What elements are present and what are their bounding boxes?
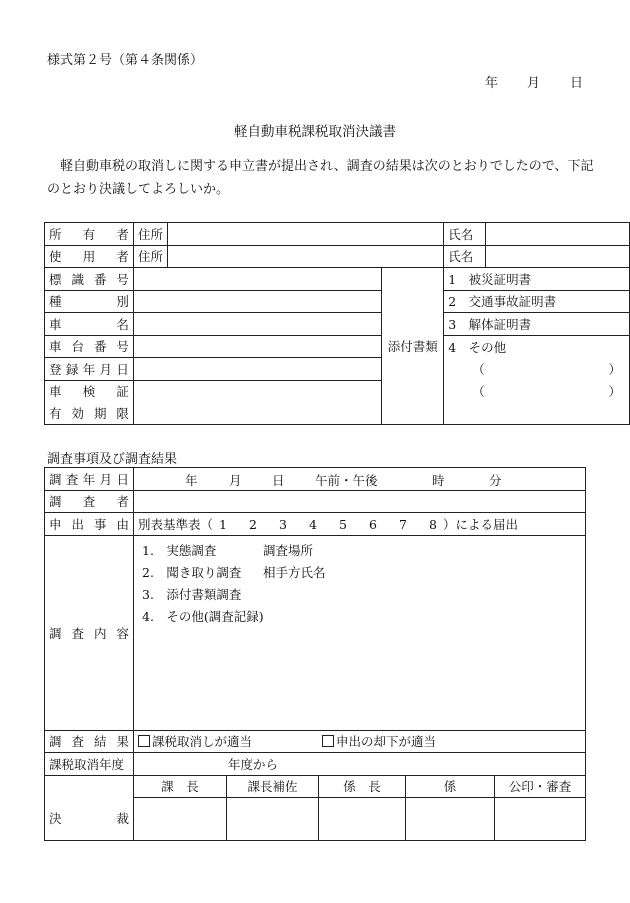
attachment-item-1: 1 被災証明書: [444, 268, 630, 291]
stamp-box-staff[interactable]: [406, 798, 495, 841]
attachment-label: 添付書類: [382, 268, 444, 425]
other-paren-1[interactable]: （ ）: [444, 358, 630, 381]
reason-number-3[interactable]: 3: [279, 516, 287, 532]
date-year-label: 年: [485, 76, 499, 91]
attachment-item-2: 2 交通事故証明書: [444, 290, 630, 313]
plate-number-label: 標 識 番 号: [45, 268, 134, 291]
user-address-label: 住所: [133, 245, 167, 268]
checkbox-icon[interactable]: [138, 735, 150, 747]
survey-day-unit: 日: [272, 472, 285, 488]
reason-number-8[interactable]: 8: [429, 516, 437, 532]
content-item-2: 2. 聞き取り調査: [142, 564, 242, 580]
survey-ampm: 午前・午後: [315, 472, 378, 488]
content-item-4: 4. その他(調査記録): [142, 608, 264, 624]
user-address-field[interactable]: [167, 245, 443, 268]
survey-month-unit: 月: [229, 472, 242, 488]
content-field[interactable]: [134, 535, 586, 730]
content-label: 調 査 内 容: [45, 535, 134, 730]
date-month-label: 月: [527, 76, 541, 91]
stamp-box-subsection-chief[interactable]: [319, 798, 406, 841]
survey-minute-unit: 分: [489, 472, 502, 488]
content-item-1-place: 調査場所: [263, 542, 314, 558]
attachment-item-3: 3 解体証明書: [444, 313, 630, 336]
type-field[interactable]: [133, 290, 381, 313]
survey-date-label: 調 査 年 月 日: [45, 468, 134, 491]
chassis-number-field[interactable]: [133, 335, 381, 358]
approver-seal-review: 公印・審査: [495, 775, 586, 798]
owner-label: 所 有 者: [45, 223, 134, 246]
inspection-label-1: 車 検 証: [45, 380, 134, 402]
section2-title: 調査事項及び調査結果: [47, 452, 178, 467]
result-field: [134, 730, 586, 753]
reason-label: 申 出 事 由: [45, 513, 134, 536]
owner-address-field[interactable]: [167, 223, 443, 246]
type-label: 種 別: [45, 290, 134, 313]
user-name-field[interactable]: [486, 245, 630, 268]
approver-staff: 係: [406, 775, 495, 798]
content-item-1: 1. 実態調査: [142, 542, 217, 558]
owner-address-label: 住所: [133, 223, 167, 246]
reason-number-7[interactable]: 7: [399, 516, 407, 532]
attachment-blank: [444, 402, 630, 424]
registration-date-label: 登 録 年 月 日: [45, 358, 134, 381]
approver-deputy-chief: 課長補佐: [227, 775, 319, 798]
approver-subsection-chief: 係 長: [319, 775, 406, 798]
investigator-label: 調 査 者: [45, 490, 134, 513]
content-item-2-party: 相手方氏名: [263, 564, 326, 580]
result-option-1[interactable]: 課税取消しが適当: [138, 734, 252, 749]
stamp-box-seal-review[interactable]: [495, 798, 586, 841]
plate-number-field[interactable]: [133, 268, 381, 291]
attachment-item-4: 4 その他: [444, 335, 630, 358]
car-name-label: 車 名: [45, 313, 134, 336]
reason-number-4[interactable]: 4: [309, 516, 317, 532]
car-name-field[interactable]: [133, 313, 381, 336]
date-day-label: 日: [570, 76, 584, 91]
owner-name-field[interactable]: [486, 223, 630, 246]
vehicle-table: [44, 222, 630, 425]
reason-number-6[interactable]: 6: [369, 516, 377, 532]
stamp-box-section-chief[interactable]: [134, 798, 227, 841]
fiscal-label: 課税取消年度: [45, 753, 134, 776]
approver-section-chief: 課 長: [134, 775, 227, 798]
survey-date-field[interactable]: [134, 468, 586, 491]
checkbox-icon[interactable]: [322, 735, 334, 747]
registration-date-field[interactable]: [133, 358, 381, 381]
reason-number-5[interactable]: 5: [339, 516, 347, 532]
inspection-expiry-field[interactable]: [133, 380, 381, 424]
reason-number-1[interactable]: 1: [219, 516, 227, 532]
document-title: 軽自動車税課税取消決議書: [234, 124, 396, 140]
result-label: 調 査 結 果: [45, 730, 134, 753]
owner-name-label: 氏名: [444, 223, 486, 246]
reason-field[interactable]: 別表基準表（ 1 2 3 4 5 6 7 8 ）による届出: [134, 513, 586, 536]
survey-year-unit: 年: [185, 472, 198, 488]
inspection-label-2: 有 効 期 限: [45, 402, 134, 424]
reason-number-2[interactable]: 2: [249, 516, 257, 532]
survey-table: [44, 467, 586, 841]
intro-paragraph: 軽自動車税の取消しに関する申立書が提出され、調査の結果は次のとおりでしたので、下記のとおり決議してよろしいか。: [47, 159, 594, 197]
content-item-3: 3. 添付書類調査: [142, 586, 242, 602]
fiscal-field[interactable]: 年度から: [134, 753, 586, 776]
survey-hour-unit: 時: [432, 472, 445, 488]
decision-label: 決 裁: [45, 775, 134, 841]
other-paren-2[interactable]: （ ）: [444, 380, 630, 402]
user-label: 使 用 者: [45, 245, 134, 268]
stamp-box-deputy-chief[interactable]: [227, 798, 319, 841]
user-name-label: 氏名: [444, 245, 486, 268]
form-number: 様式第２号（第４条関係）: [47, 53, 204, 68]
investigator-field[interactable]: [134, 490, 586, 513]
chassis-number-label: 車 台 番 号: [45, 335, 134, 358]
result-option-2[interactable]: 申出の却下が適当: [322, 734, 436, 749]
